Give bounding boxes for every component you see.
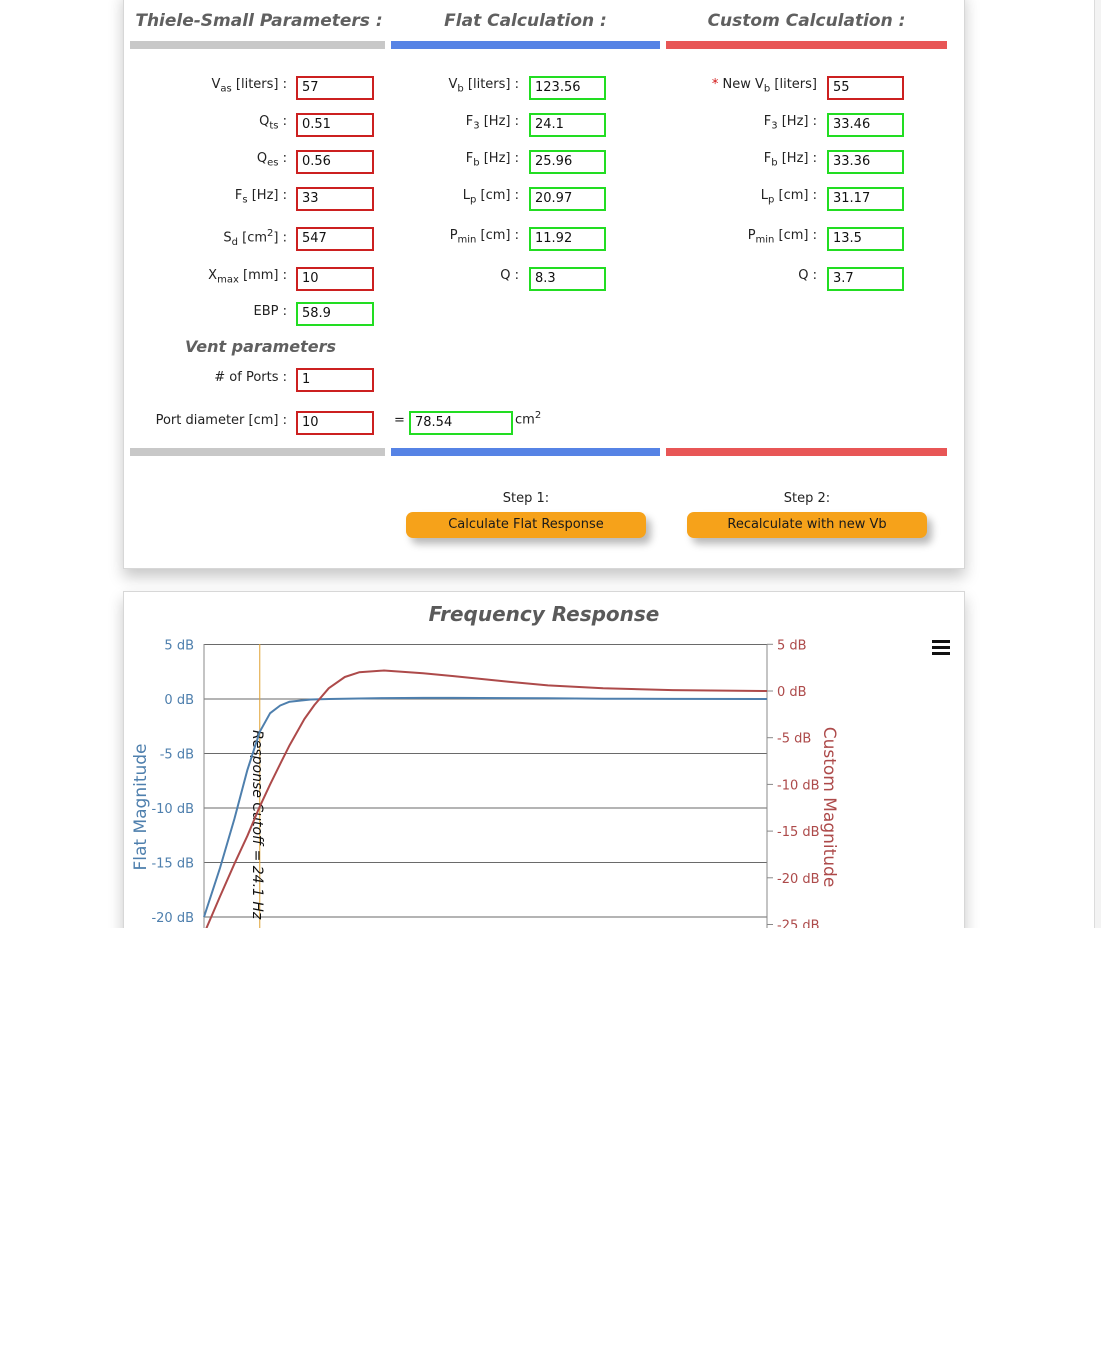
- custom-q-output: [827, 267, 904, 291]
- ts-column-heading: Thiele-Small Parameters :: [135, 11, 383, 31]
- left-axis-tick-label: -10 dB: [151, 802, 194, 817]
- calculator-panel: [123, 0, 965, 569]
- custom-f3-label: $F_3$ [Hz] :: [763, 114, 817, 132]
- custom-column-top-rule: [666, 41, 947, 49]
- qes-input[interactable]: [296, 150, 374, 174]
- port-diameter-input[interactable]: [296, 411, 374, 435]
- calculate-flat-response-button[interactable]: Calculate Flat Response: [406, 512, 646, 538]
- cutoff-plot-label: Response Cutoff = 24.1 Hz: [248, 730, 265, 920]
- right-axis-tick-label: 0 dB: [777, 685, 807, 700]
- right-axis-tick-label: -10 dB: [777, 778, 820, 794]
- ts-column-bottom-rule: [130, 448, 385, 456]
- flat-fb-output: [529, 150, 606, 174]
- vas-label: $V_{as}$ [liters] :: [211, 77, 287, 95]
- step1-label: Step 1:: [502, 491, 550, 506]
- flat-pmin-output: [529, 227, 606, 251]
- fs-label: $F_s$ [Hz] :: [234, 188, 287, 206]
- flat-vb-label: $V_b$ [liters] :: [448, 77, 519, 95]
- port-area-unit: $cm^2$: [515, 410, 542, 428]
- ts-column-top-rule: [130, 41, 385, 49]
- port-area-output: [409, 411, 513, 435]
- frequency-response-chart: [124, 592, 964, 934]
- right-axis-tick-label: -25 dB: [777, 918, 820, 934]
- custom-lp-output: [827, 187, 904, 211]
- step2-label: Step 2:: [783, 491, 831, 506]
- flat-pmin-label: $P_{min}$ [cm] :: [449, 228, 519, 246]
- sd-input[interactable]: [296, 227, 374, 251]
- custom-column-heading: Custom Calculation :: [707, 11, 906, 31]
- custom-vb-label: * New $V_b$ [liters]: [711, 77, 817, 95]
- vas-input[interactable]: [296, 76, 374, 100]
- flat-fb-label: $F_b$ [Hz] :: [465, 151, 519, 169]
- right-axis-tick-label: 5 dB: [777, 638, 807, 654]
- custom-q-label: Q :: [798, 268, 817, 283]
- left-axis-title: Flat Magnitude: [131, 743, 151, 871]
- sd-label: $S_d$ $[cm^2]$ :: [223, 228, 287, 248]
- custom-column-bottom-rule: [666, 448, 947, 456]
- right-axis-tick-label: -5 dB: [777, 731, 812, 747]
- custom-pmin-label: $P_{min}$ [cm] :: [747, 228, 817, 246]
- frequency-response-panel: [123, 591, 965, 934]
- fs-input[interactable]: [296, 187, 374, 211]
- qes-label: $Q_{es}$ :: [256, 151, 287, 169]
- vent-parameters-heading: Vent parameters: [185, 337, 337, 356]
- left-axis-tick-label: -15 dB: [151, 856, 194, 872]
- qts-label: $Q_{ts}$ :: [259, 114, 287, 132]
- left-axis-tick-label: 0 dB: [164, 693, 194, 708]
- flat-magnitude-series: [204, 698, 767, 917]
- custom-lp-label: $L_p$ [cm] :: [760, 188, 817, 206]
- flat-lp-output: [529, 187, 606, 211]
- custom-vb-input[interactable]: [827, 76, 904, 100]
- ports-input[interactable]: [296, 368, 374, 392]
- left-axis-tick-label: 5 dB: [164, 638, 194, 654]
- recalculate-new-vb-button[interactable]: Recalculate with new Vb: [687, 512, 927, 538]
- custom-f3-output: [827, 113, 904, 137]
- left-axis-tick-label: -5 dB: [159, 747, 194, 763]
- right-axis-tick-label: -15 dB: [777, 825, 820, 841]
- vertical-scrollbar[interactable]: [1094, 0, 1101, 928]
- flat-vb-output: [529, 76, 606, 100]
- xmax-label: $X_{max}$ [mm] :: [208, 268, 287, 286]
- xmax-input[interactable]: [296, 267, 374, 291]
- custom-magnitude-series: [204, 671, 767, 929]
- flat-f3-output: [529, 113, 606, 137]
- right-axis-title: Custom Magnitude: [819, 726, 839, 888]
- flat-column-top-rule: [391, 41, 660, 49]
- qts-input[interactable]: [296, 113, 374, 137]
- port-area-equals: =: [394, 413, 405, 428]
- ports-label: # of Ports :: [214, 370, 287, 385]
- chart-title: Frequency Response: [428, 602, 660, 626]
- port-diameter-label: Port diameter [cm] :: [155, 413, 287, 428]
- left-axis-tick-label: -20 dB: [151, 911, 194, 926]
- flat-q-output: [529, 267, 606, 291]
- flat-lp-label: $L_p$ [cm] :: [462, 188, 519, 206]
- flat-q-label: Q :: [500, 268, 519, 283]
- ebp-label: EBP :: [253, 304, 287, 319]
- ebp-output: [296, 302, 374, 326]
- right-axis-tick-label: -20 dB: [777, 871, 820, 887]
- flat-f3-label: $F_3$ [Hz] :: [465, 114, 519, 132]
- custom-fb-label: $F_b$ [Hz] :: [763, 151, 817, 169]
- custom-fb-output: [827, 150, 904, 174]
- custom-pmin-output: [827, 227, 904, 251]
- flat-column-heading: Flat Calculation :: [444, 11, 607, 31]
- flat-column-bottom-rule: [391, 448, 660, 456]
